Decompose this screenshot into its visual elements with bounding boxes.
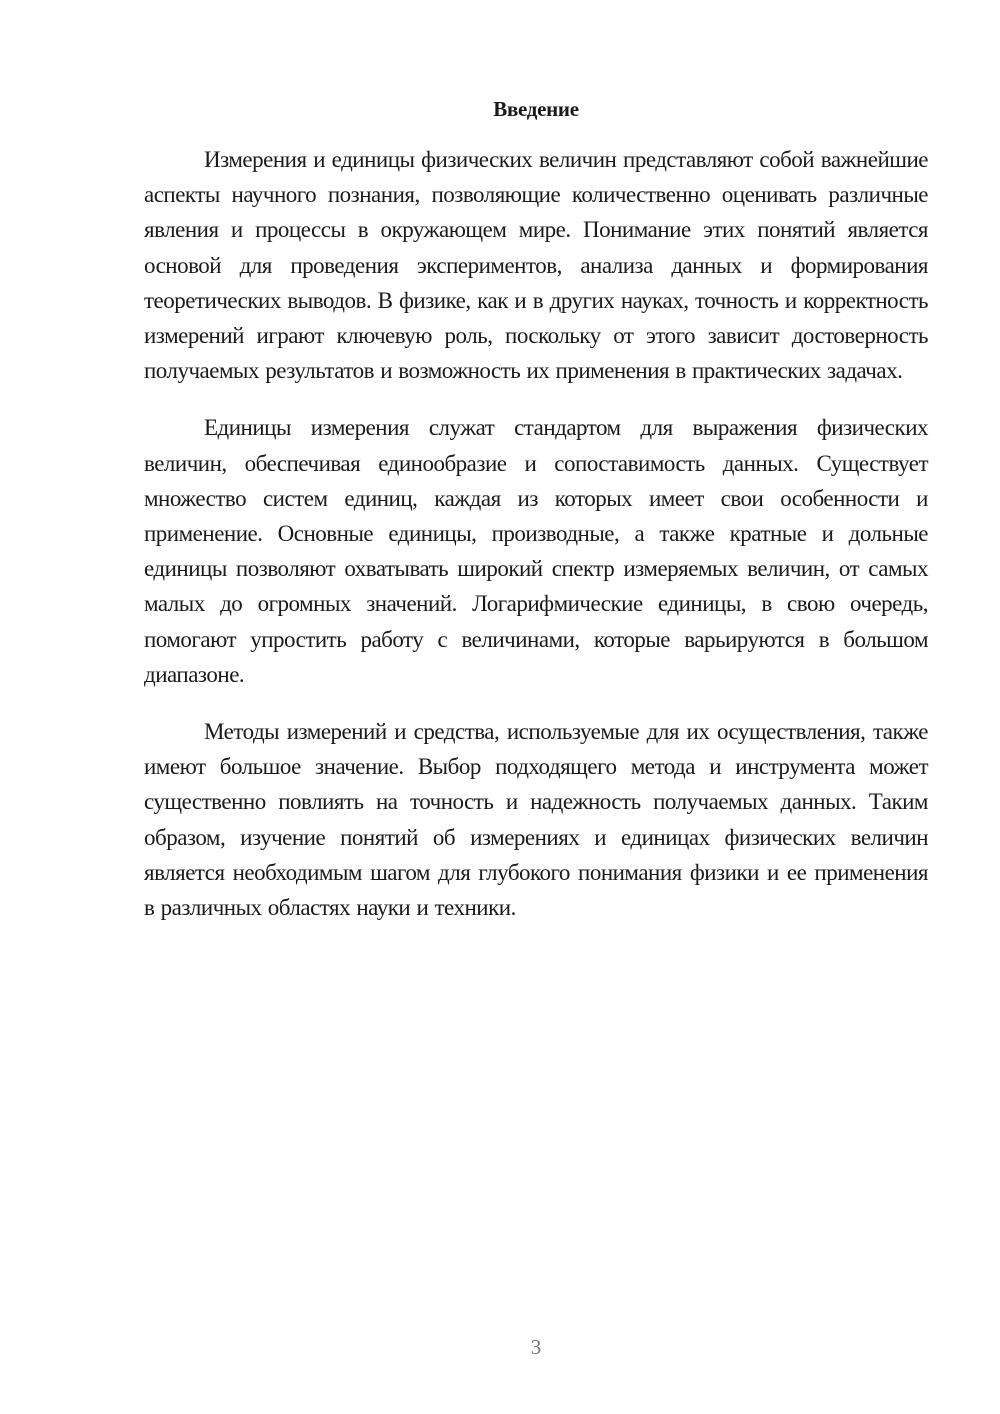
page-number: 3 [530, 1335, 542, 1359]
paragraph-units: Единицы измерения служат стандартом для выражения физических величин, обеспечивая единообразие и сопоставимость данных. Существует множество систем единиц, каждая из которых имеет свои особенности и применение. Основные единицы, производные, а также кратные и дольные единицы позволяют охватывать широкий спектр измеряемых величин, от самых малых до огромных значений. Логарифмические единицы, в свою очередь, помогают упростить работу с величинами, которые варьируются в большом диапазоне. [144, 415, 928, 687]
section-title: Введение [493, 97, 579, 121]
document-body [144, 142, 928, 947]
paragraph-intro: Измерения и единицы физических величин представляют собой важнейшие аспекты научного познания, позволяющие количественно оценивать различные явления и процессы в окружающем мире. Понимание этих понятий является основой для проведения экспериментов, анализа данных и формирования теоретических выводов. В физике, как и в других науках, точность и корректность измерений играют ключевую роль, поскольку от этого зависит достоверность получаемых результатов и возможность их применения в практических задачах. [144, 147, 928, 384]
paragraph-methods: Методы измерений и средства, используемые для их осуществления, также имеют большое значение. Выбор подходящего метода и инструмента может существенно повлиять на точность и надежность получаемых данных. Таким образом, изучение понятий об измерениях и единицах физических величин является необходимым шагом для глубокого понимания физики и ее применения в различных областях науки и техники. [144, 719, 928, 921]
